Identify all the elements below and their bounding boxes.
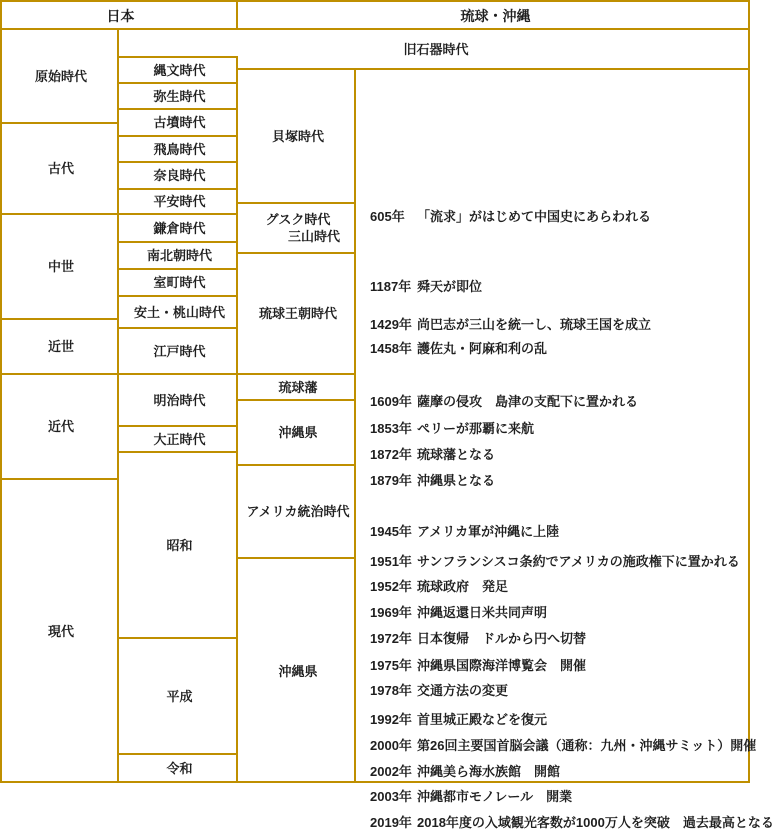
grid-line <box>117 28 119 783</box>
era-genshi: 原始時代 <box>34 68 87 84</box>
event-year: 1951年 <box>370 554 412 569</box>
event-row <box>370 317 651 333</box>
era-chusei: 中世 <box>47 259 74 275</box>
event-text: 舜天が即位 <box>417 279 483 294</box>
event-year: 1975年 <box>370 658 412 673</box>
ryukyu-gusuku-label: グスク時代 <box>265 212 331 228</box>
event-year: 1945年 <box>370 524 412 539</box>
grid-line <box>117 241 236 243</box>
period-yayoi: 弥生時代 <box>153 88 206 104</box>
grid-line <box>354 68 356 783</box>
header-ryukyu-okinawa: 琉球・沖縄 <box>460 7 531 24</box>
grid-line <box>117 82 236 84</box>
event-text: 沖縄返還日米共同声明 <box>417 605 548 620</box>
ryukyu-america-rule: アメリカ統治時代 <box>246 504 350 520</box>
grid-line <box>236 2 238 30</box>
event-year: 2019年 <box>370 815 412 830</box>
event-text: 尚巴志が三山を統一し、琉球王国を成立 <box>417 317 652 332</box>
grid-line <box>117 135 236 137</box>
event-year: 2003年 <box>370 789 412 804</box>
event-year: 1872年 <box>370 447 412 462</box>
grid-line <box>2 28 748 30</box>
event-row <box>370 658 586 674</box>
event-year: 1458年 <box>370 341 412 356</box>
event-row <box>370 605 547 621</box>
grid-line <box>117 56 236 58</box>
period-azuchi-momoyama: 安土・桃山時代 <box>133 304 225 320</box>
event-text: 沖縄美ら海水族館 開館 <box>417 764 561 779</box>
grid-line <box>236 68 748 70</box>
ryukyu-okinawa-pref-2: 沖縄県 <box>278 663 318 679</box>
header-japan: 日本 <box>106 7 135 24</box>
event-row <box>370 341 547 357</box>
event-year: 2002年 <box>370 764 412 779</box>
event-text: 沖縄県国際海洋博覧会 開催 <box>417 658 587 673</box>
event-text: 沖縄県となる <box>417 473 496 488</box>
grid-line <box>117 188 236 190</box>
event-text: 薩摩の侵攻 島津の支配下に置かれる <box>417 394 639 409</box>
period-heian: 平安時代 <box>153 194 206 210</box>
event-year: 1969年 <box>370 605 412 620</box>
event-text: 第26回主要国首脳会議（通称：九州・沖縄サミット）開催 <box>417 738 757 753</box>
period-paleolithic: 旧石器時代 <box>403 41 469 57</box>
grid-line <box>236 464 354 466</box>
grid-line <box>117 425 236 427</box>
event-row <box>370 447 495 463</box>
era-kinsei: 近世 <box>47 339 74 355</box>
grid-line <box>117 451 236 453</box>
events-column <box>355 69 774 830</box>
ryukyu-okinawa-pref-1: 沖縄県 <box>278 425 318 441</box>
event-text: 日本復帰 ドルから円へ切替 <box>417 631 587 646</box>
grid-line <box>117 268 236 270</box>
period-kofun: 古墳時代 <box>153 115 206 131</box>
event-year: 1952年 <box>370 579 412 594</box>
event-row <box>370 631 586 647</box>
event-row <box>370 473 495 489</box>
event-row <box>370 712 547 728</box>
event-row <box>370 789 572 805</box>
event-text: 琉球藩となる <box>417 447 496 462</box>
era-kindai: 近代 <box>47 419 74 435</box>
grid-line <box>117 108 236 110</box>
era-gendai: 現代 <box>47 624 74 640</box>
period-edo: 江戸時代 <box>153 343 206 359</box>
event-text: サンフランシスコ条約でアメリカの施政権下に置かれる <box>417 554 740 569</box>
grid-line <box>2 122 117 124</box>
event-row <box>370 764 560 780</box>
event-text: 首里城正殿などを復元 <box>417 712 548 727</box>
grid-line <box>236 399 354 401</box>
event-row <box>370 579 508 595</box>
period-meiji: 明治時代 <box>153 392 206 408</box>
grid-line <box>236 202 354 204</box>
event-row <box>370 554 740 570</box>
event-year: 1879年 <box>370 473 412 488</box>
ryukyu-kingdom: 琉球王朝時代 <box>258 306 337 322</box>
event-year: 1609年 <box>370 394 412 409</box>
grid-line <box>2 478 117 480</box>
grid-line <box>236 56 238 783</box>
period-jomon: 縄文時代 <box>153 62 206 78</box>
period-taisho: 大正時代 <box>153 431 206 447</box>
period-nara: 奈良時代 <box>153 168 206 184</box>
event-text: 沖縄都市モノレール 開業 <box>417 789 573 804</box>
event-text: 2018年度の入域観光客数が1000万人を突破 過去最高となる <box>417 815 774 830</box>
event-row <box>370 524 559 540</box>
period-kamakura: 鎌倉時代 <box>153 220 206 236</box>
grid-line <box>2 373 354 375</box>
event-row <box>370 738 756 754</box>
event-year: 1853年 <box>370 421 412 436</box>
grid-line <box>117 753 236 755</box>
grid-line <box>117 161 236 163</box>
period-nanbokucho: 南北朝時代 <box>146 248 212 264</box>
event-row <box>370 421 534 437</box>
ryukyu-kaizuka: 貝塚時代 <box>271 129 324 145</box>
grid-line <box>2 213 236 215</box>
ryukyu-sanzan-label: 三山時代 <box>287 229 340 244</box>
ryukyu-han: 琉球藩 <box>278 379 318 395</box>
event-year: 1978年 <box>370 683 412 698</box>
era-kodai: 古代 <box>47 161 74 177</box>
event-year: 1187年 <box>370 279 412 294</box>
grid-line <box>236 557 354 559</box>
event-row <box>370 683 508 699</box>
grid-line <box>236 252 354 254</box>
event-text: 「流求」がはじめて中国史にあらわれる <box>417 209 652 224</box>
event-year: 1992年 <box>370 712 412 727</box>
event-text: アメリカ軍が沖縄に上陸 <box>417 524 560 539</box>
event-year: 605年 <box>370 209 405 224</box>
event-text: 交通方法の変更 <box>417 683 509 698</box>
grid-line <box>117 327 236 329</box>
event-year: 1972年 <box>370 631 412 646</box>
grid-line <box>2 318 117 320</box>
event-row <box>370 279 482 295</box>
grid-line <box>117 295 236 297</box>
ryukyu-gusuku-sanzan <box>239 204 357 254</box>
grid-line <box>117 637 236 639</box>
event-text: ペリーが那覇に来航 <box>417 421 535 436</box>
event-row <box>370 815 774 831</box>
event-row <box>370 209 651 225</box>
period-showa: 昭和 <box>166 537 193 553</box>
period-asuka: 飛鳥時代 <box>153 141 206 157</box>
event-year: 2000年 <box>370 738 412 753</box>
event-row <box>370 394 638 410</box>
period-reiwa: 令和 <box>166 760 193 776</box>
period-heisei: 平成 <box>166 688 193 704</box>
event-year: 1429年 <box>370 317 412 332</box>
event-text: 護佐丸・阿麻和利の乱 <box>417 341 548 356</box>
period-muromachi: 室町時代 <box>153 275 206 291</box>
event-text: 琉球政府 発足 <box>417 579 509 594</box>
